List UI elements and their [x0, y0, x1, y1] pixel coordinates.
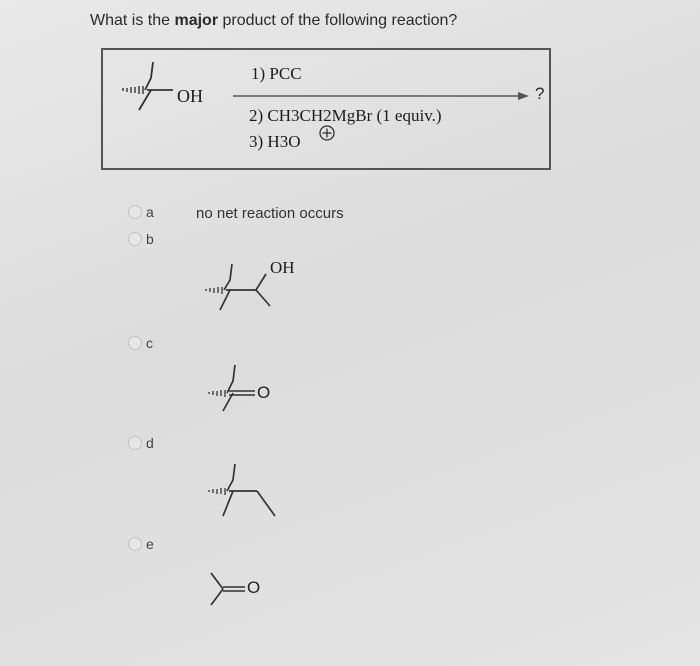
- option-a-letter: a: [146, 204, 154, 220]
- reaction-arrow: [233, 90, 533, 102]
- reaction-box: [101, 48, 551, 170]
- option-a-text: no net reaction occurs: [196, 205, 344, 222]
- reactant-structure: [111, 58, 221, 138]
- option-b-oh-label: OH: [270, 258, 295, 277]
- question-suffix: product of the following reaction?: [218, 12, 458, 29]
- product-unknown: ?: [535, 84, 545, 103]
- question-bold: major: [174, 12, 219, 29]
- option-c-letter: c: [146, 335, 153, 351]
- option-d-structure: [205, 460, 305, 520]
- reactant-oh-label: OH: [177, 86, 203, 106]
- plus-charge-icon: [318, 124, 336, 142]
- option-c-structure: [205, 363, 285, 413]
- option-e-o-label: O: [247, 578, 261, 597]
- reagent-step-1: 1) PCC: [251, 64, 302, 83]
- question-text: [90, 12, 457, 30]
- reagent-step-3: 3) H3O: [249, 132, 301, 151]
- option-d-letter: d: [146, 435, 154, 451]
- radio-a[interactable]: [128, 205, 142, 219]
- option-b-letter: b: [146, 231, 154, 247]
- reagent-step-2: 2) CH3CH2MgBr (1 equiv.): [249, 106, 442, 125]
- option-e-letter: e: [146, 536, 154, 552]
- radio-b[interactable]: [128, 232, 142, 246]
- radio-e[interactable]: [128, 537, 142, 551]
- radio-c[interactable]: [128, 336, 142, 350]
- question-prefix: What is the: [90, 12, 175, 29]
- radio-d[interactable]: [128, 436, 142, 450]
- option-c-o-label: O: [257, 383, 271, 402]
